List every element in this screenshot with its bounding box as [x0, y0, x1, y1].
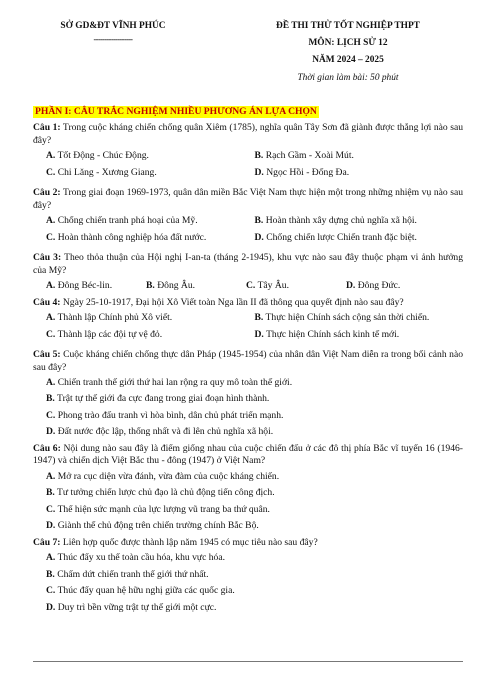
answer-option[interactable]	[46, 585, 463, 597]
option-letter: C.	[246, 280, 256, 292]
option-text: Chiến tranh thế giới thứ hai lan rộng ra quy mô toàn thế giới.	[57, 376, 293, 388]
option-text: Thúc đẩy xu thế toàn cầu hóa, khu vực hóa.	[57, 552, 226, 564]
answer-option[interactable]	[46, 487, 463, 499]
answer-option[interactable]	[255, 167, 464, 179]
answer-option[interactable]	[46, 393, 463, 405]
question	[33, 537, 463, 549]
option-text: Ngọc Hồi - Đống Đa.	[266, 166, 350, 178]
answer-option[interactable]	[46, 602, 463, 614]
question-text: Theo thỏa thuận của Hội nghị I-an-ta (tháng 2-1945), khu vực nào sau đây thuộc phạm vi ảnh hưởng của Mỹ?	[33, 252, 463, 276]
question-number: Câu 1:	[33, 122, 61, 134]
answer-option[interactable]	[46, 280, 146, 292]
question-number: Câu 4:	[33, 296, 61, 308]
option-letter: D.	[254, 166, 264, 178]
option-text: Duy trì bền vững trật tự thế giới một cực.	[57, 601, 217, 613]
answer-option[interactable]	[46, 167, 255, 179]
question	[33, 187, 463, 212]
option-text: Rạch Gầm - Xoài Mút.	[265, 150, 354, 162]
option-text: Thể hiện sức mạnh của lực lượng vũ trang ba thứ quân.	[57, 503, 270, 515]
question-number: Câu 7:	[33, 536, 61, 548]
option-text: Chống chiến lược Chiến tranh đặc biệt.	[266, 231, 417, 243]
answer-option[interactable]	[46, 312, 255, 324]
answer-option[interactable]	[255, 232, 464, 244]
answer-option[interactable]	[46, 520, 463, 532]
exam-duration: Thời gian làm bài: 50 phút	[297, 72, 399, 83]
question	[33, 252, 463, 277]
header-left	[33, 20, 193, 46]
option-text: Mở ra cục diện vừa đánh, vừa đàm của cuộc kháng chiến.	[57, 470, 280, 482]
option-letter: A.	[46, 312, 56, 324]
option-text: Phong trào đấu tranh vì hòa bình, dân chủ phát triển mạnh.	[57, 409, 284, 421]
answer-option[interactable]	[255, 312, 464, 324]
option-letter: A.	[46, 280, 56, 292]
option-text: Tư tưởng chiến lược chủ đạo là chủ động tiến công địch.	[57, 487, 275, 499]
option-text: Đông Âu.	[157, 280, 196, 292]
option-letter: D.	[254, 231, 264, 243]
option-letter: C.	[46, 503, 56, 515]
answer-options	[33, 280, 463, 292]
answer-option[interactable]	[46, 232, 255, 244]
option-text: Đông Béc-lin.	[57, 280, 113, 292]
option-letter: C.	[46, 585, 56, 597]
answer-options	[33, 150, 463, 183]
option-text: Thực hiện Chính sách cộng sản thời chiến.	[265, 312, 430, 324]
option-letter: B.	[254, 312, 264, 324]
option-letter: A.	[46, 150, 56, 162]
option-letter: D.	[254, 328, 264, 340]
answer-option[interactable]	[46, 410, 463, 422]
option-text: Chấm dứt chiến tranh thế giới thứ nhất.	[57, 568, 209, 580]
question-number: Câu 2:	[33, 187, 61, 199]
answer-options	[33, 215, 463, 248]
answer-options	[33, 552, 463, 614]
exam-subject: MÔN: LỊCH SỬ 12	[308, 38, 388, 49]
answer-option[interactable]	[255, 150, 464, 162]
answer-options	[33, 377, 463, 439]
option-text: Hoàn thành công nghiệp hóa đất nước.	[57, 231, 207, 243]
option-text: Hoàn thành xây dựng chủ nghĩa xã hội.	[265, 215, 417, 227]
department-name: SỞ GD&ĐT VĨNH PHÚC	[60, 21, 166, 31]
question	[33, 443, 463, 468]
option-text: Chống chiến tranh phá hoại của Mỹ.	[57, 215, 198, 227]
question-number: Câu 5:	[33, 349, 61, 361]
option-letter: B.	[254, 215, 264, 227]
answer-option[interactable]	[255, 329, 464, 341]
question-text: Nội dung nào sau đây là điểm giống nhau của cuộc chiến đấu ở các đô thị phía Bắc vĩ tuyến 16 (1946-1947) và chiến dịch Việt Bắc thu - đông (1947) ở Việt Nam?	[33, 442, 463, 467]
exam-page	[33, 20, 463, 618]
option-text: Tốt Động - Chúc Động.	[57, 150, 149, 162]
exam-header	[33, 20, 463, 82]
question-text: Trong cuộc kháng chiến chống quân Xiêm (1785), nghĩa quân Tây Sơn đã giành được thắng lợi nào sau đây?	[33, 122, 463, 146]
option-letter: C.	[46, 231, 56, 243]
answer-option[interactable]	[46, 569, 463, 581]
question-number: Câu 3:	[33, 252, 62, 264]
answer-option[interactable]	[46, 329, 255, 341]
option-letter: B.	[146, 280, 155, 292]
option-letter: A.	[46, 552, 56, 564]
footer-rule	[33, 661, 463, 662]
header-right	[233, 20, 463, 89]
question-text: Cuộc kháng chiến chống thực dân Pháp (1945-1954) của nhân dân Việt Nam diễn ra trong bối cảnh nào sau đây?	[33, 349, 463, 373]
question-text: Trong giai đoạn 1969-1973, quân dân miền Bắc Việt Nam thực hiện một trong những nhiệm vụ nào sau đây?	[33, 187, 463, 211]
option-text: Trật tự thế giới đa cực đang trong giai đoạn hình thành.	[57, 393, 270, 405]
answer-option[interactable]	[46, 377, 463, 389]
header-divider: ------------------	[93, 35, 133, 45]
option-letter: A.	[46, 376, 56, 388]
option-letter: A.	[46, 215, 56, 227]
option-text: Thực hiện Chính sách kinh tế mới.	[266, 328, 400, 340]
option-letter: B.	[46, 393, 55, 405]
question	[33, 297, 463, 309]
option-letter: A.	[46, 470, 56, 482]
option-text: Thành lập Chính phủ Xô viết.	[57, 312, 173, 324]
option-text: Thành lập các đội tự vệ đỏ.	[57, 328, 163, 340]
option-letter: B.	[46, 568, 55, 580]
answer-option[interactable]	[46, 426, 463, 438]
question	[33, 122, 463, 147]
answer-option[interactable]	[255, 215, 464, 227]
option-text: Thúc đẩy quan hệ hữu nghị giữa các quốc gia.	[57, 585, 235, 597]
answer-option[interactable]	[46, 504, 463, 516]
option-letter: D.	[46, 426, 56, 438]
question	[33, 349, 463, 374]
option-letter: D.	[346, 280, 356, 292]
answer-option[interactable]	[346, 280, 446, 292]
option-letter: C.	[46, 328, 56, 340]
option-text: Tây Âu.	[257, 280, 289, 292]
exam-title: ĐỀ THI THỬ TỐT NGHIỆP THPT	[276, 21, 420, 31]
option-letter: C.	[46, 166, 56, 178]
answer-option[interactable]	[46, 471, 463, 483]
section-title: PHẦN I: CÂU TRẮC NGHIỆM NHIỀU PHƯƠNG ÁN LỰA CHỌN	[35, 106, 317, 117]
question-number: Câu 6:	[33, 442, 61, 454]
answer-option[interactable]	[46, 552, 463, 564]
option-text: Giành thế chủ động trên chiến trường chính Bắc Bộ.	[57, 520, 259, 532]
answer-options	[33, 471, 463, 533]
option-text: Đất nước độc lập, thống nhất và đi lên chủ nghĩa xã hội.	[57, 426, 274, 438]
option-letter: D.	[46, 601, 56, 613]
option-letter: D.	[46, 520, 56, 532]
answer-option[interactable]	[46, 215, 255, 227]
option-text: Đông Đức.	[357, 280, 401, 292]
option-letter: B.	[254, 150, 264, 162]
question-text: Liên hợp quốc được thành lập năm 1945 có mục tiêu nào sau đây?	[62, 536, 318, 548]
exam-year: NĂM 2024 – 2025	[312, 55, 384, 66]
answer-option[interactable]	[246, 280, 346, 292]
option-letter: B.	[46, 487, 55, 499]
option-letter: C.	[46, 409, 56, 421]
answer-option[interactable]	[146, 280, 246, 292]
question-text: Ngày 25-10-1917, Đại hội Xô Viết toàn Nga lần II đã thông qua quyết định nào sau đây?	[62, 296, 404, 308]
answer-option[interactable]	[46, 150, 255, 162]
option-text: Chi Lăng - Xương Giang.	[57, 166, 157, 178]
answer-options	[33, 312, 463, 345]
